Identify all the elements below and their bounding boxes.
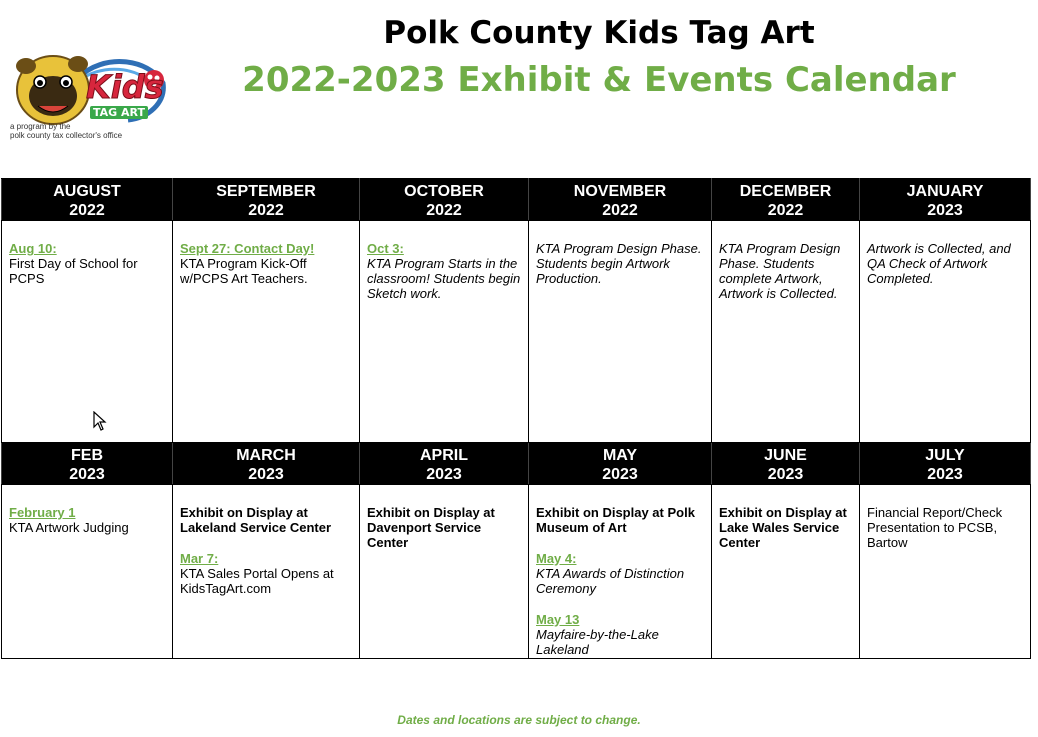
event-text: KTA Artwork Judging bbox=[9, 520, 129, 535]
month-year: 2022 bbox=[69, 202, 105, 219]
event-text: KTA Program Starts in the classroom! Students begin Sketch work. bbox=[367, 256, 521, 301]
logo-word: Kids bbox=[86, 68, 164, 106]
exhibit-location: Exhibit on Display at Lake Wales Service Center bbox=[719, 505, 847, 550]
month-name: SEPTEMBER bbox=[216, 183, 316, 200]
month-year: 2023 bbox=[602, 466, 638, 483]
event-text: KTA Sales Portal Opens at KidsTagArt.com bbox=[180, 566, 334, 596]
event-cell-march bbox=[173, 485, 360, 659]
month-name: JUNE bbox=[764, 447, 807, 464]
event-text: Artwork is Collected, and QA Check of Artwork Completed. bbox=[867, 241, 1011, 286]
event-date-link[interactable]: May 13 bbox=[536, 612, 580, 627]
event-row bbox=[2, 485, 1031, 659]
event-date-link[interactable]: Sept 27: Contact Day! bbox=[180, 241, 315, 256]
event-date-link[interactable]: Aug 10: bbox=[9, 241, 57, 256]
event-cell-december bbox=[712, 221, 860, 443]
month-year: 2023 bbox=[426, 466, 462, 483]
month-header bbox=[712, 443, 860, 485]
logo-tagline-line2: polk county tax collector's office bbox=[10, 131, 123, 140]
logo-tagline bbox=[10, 122, 122, 140]
event-text: First Day of School for PCPS bbox=[9, 256, 138, 286]
month-name: JANUARY bbox=[906, 183, 984, 200]
month-name: MAY bbox=[602, 447, 638, 464]
event-text: KTA Awards of Distinction Ceremony bbox=[536, 566, 685, 596]
spacer bbox=[536, 596, 704, 612]
event-date-link[interactable]: Mar 7: bbox=[180, 551, 219, 566]
month-year: 2023 bbox=[927, 202, 963, 219]
event-cell-october bbox=[360, 221, 529, 443]
logo-tagline-line1: a program by the bbox=[10, 122, 71, 131]
month-year: 2023 bbox=[69, 466, 105, 483]
calendar-table bbox=[1, 178, 1031, 659]
event-row bbox=[2, 221, 1031, 443]
event-text: KTA Program Design Phase. Students complete Artwork, Artwork is Collected. bbox=[719, 241, 841, 301]
month-name: APRIL bbox=[420, 447, 468, 464]
event-text: Mayfaire-by-the-Lake Lakeland bbox=[536, 627, 659, 657]
month-year: 2023 bbox=[927, 466, 963, 483]
month-header bbox=[360, 179, 529, 221]
event-date-link[interactable]: May 4: bbox=[536, 551, 577, 566]
month-header bbox=[529, 179, 712, 221]
month-name: MARCH bbox=[236, 447, 296, 464]
month-header bbox=[2, 179, 173, 221]
month-header bbox=[712, 179, 860, 221]
event-date-link[interactable]: Oct 3: bbox=[367, 241, 404, 256]
event-text: Financial Report/Check Presentation to PCSB, Bartow bbox=[867, 505, 1003, 550]
month-name: FEB bbox=[71, 447, 103, 464]
event-date-link[interactable]: February 1 bbox=[9, 505, 76, 520]
month-header bbox=[173, 443, 360, 485]
month-header bbox=[860, 179, 1031, 221]
event-cell-august bbox=[2, 221, 173, 443]
spacer bbox=[180, 535, 352, 551]
event-text: KTA Program Kick-Off w/PCPS Art Teachers. bbox=[180, 256, 308, 286]
event-cell-june bbox=[712, 485, 860, 659]
exhibit-location: Exhibit on Display at Lakeland Service Center bbox=[180, 505, 332, 535]
month-year: 2022 bbox=[602, 202, 638, 219]
event-cell-april bbox=[360, 485, 529, 659]
month-header bbox=[360, 443, 529, 485]
month-year: 2022 bbox=[767, 202, 804, 219]
month-header-row bbox=[2, 179, 1031, 221]
mouse-cursor-icon bbox=[93, 411, 107, 431]
event-cell-november bbox=[529, 221, 712, 443]
logo-sub: TAG ART bbox=[90, 106, 148, 119]
month-name: NOVEMBER bbox=[573, 183, 667, 200]
event-cell-july bbox=[860, 485, 1031, 659]
month-year: 2023 bbox=[767, 466, 804, 483]
month-header bbox=[2, 443, 173, 485]
month-header bbox=[529, 443, 712, 485]
month-name: JULY bbox=[925, 447, 965, 464]
page-title: Polk County Kids Tag Art bbox=[383, 15, 815, 51]
spacer bbox=[536, 535, 704, 551]
event-cell-feb bbox=[2, 485, 173, 659]
month-name: OCTOBER bbox=[404, 183, 484, 200]
month-header-row bbox=[2, 443, 1031, 485]
month-year: 2022 bbox=[248, 202, 284, 219]
month-header bbox=[860, 443, 1031, 485]
event-cell-september bbox=[173, 221, 360, 443]
page-subtitle: 2022-2023 Exhibit & Events Calendar bbox=[242, 60, 956, 100]
event-cell-january bbox=[860, 221, 1031, 443]
month-year: 2023 bbox=[248, 466, 284, 483]
event-text: KTA Program Design Phase. Students begin Artwork Production. bbox=[536, 241, 702, 286]
month-header bbox=[173, 179, 360, 221]
footer-disclaimer: Dates and locations are subject to change. bbox=[397, 713, 641, 727]
exhibit-location: Exhibit on Display at Davenport Service Center bbox=[367, 505, 495, 550]
event-cell-may bbox=[529, 485, 712, 659]
month-year: 2022 bbox=[426, 202, 462, 219]
month-name: AUGUST bbox=[53, 183, 121, 200]
exhibit-location: Exhibit on Display at Polk Museum of Art bbox=[536, 505, 695, 535]
month-name: DECEMBER bbox=[739, 183, 832, 200]
